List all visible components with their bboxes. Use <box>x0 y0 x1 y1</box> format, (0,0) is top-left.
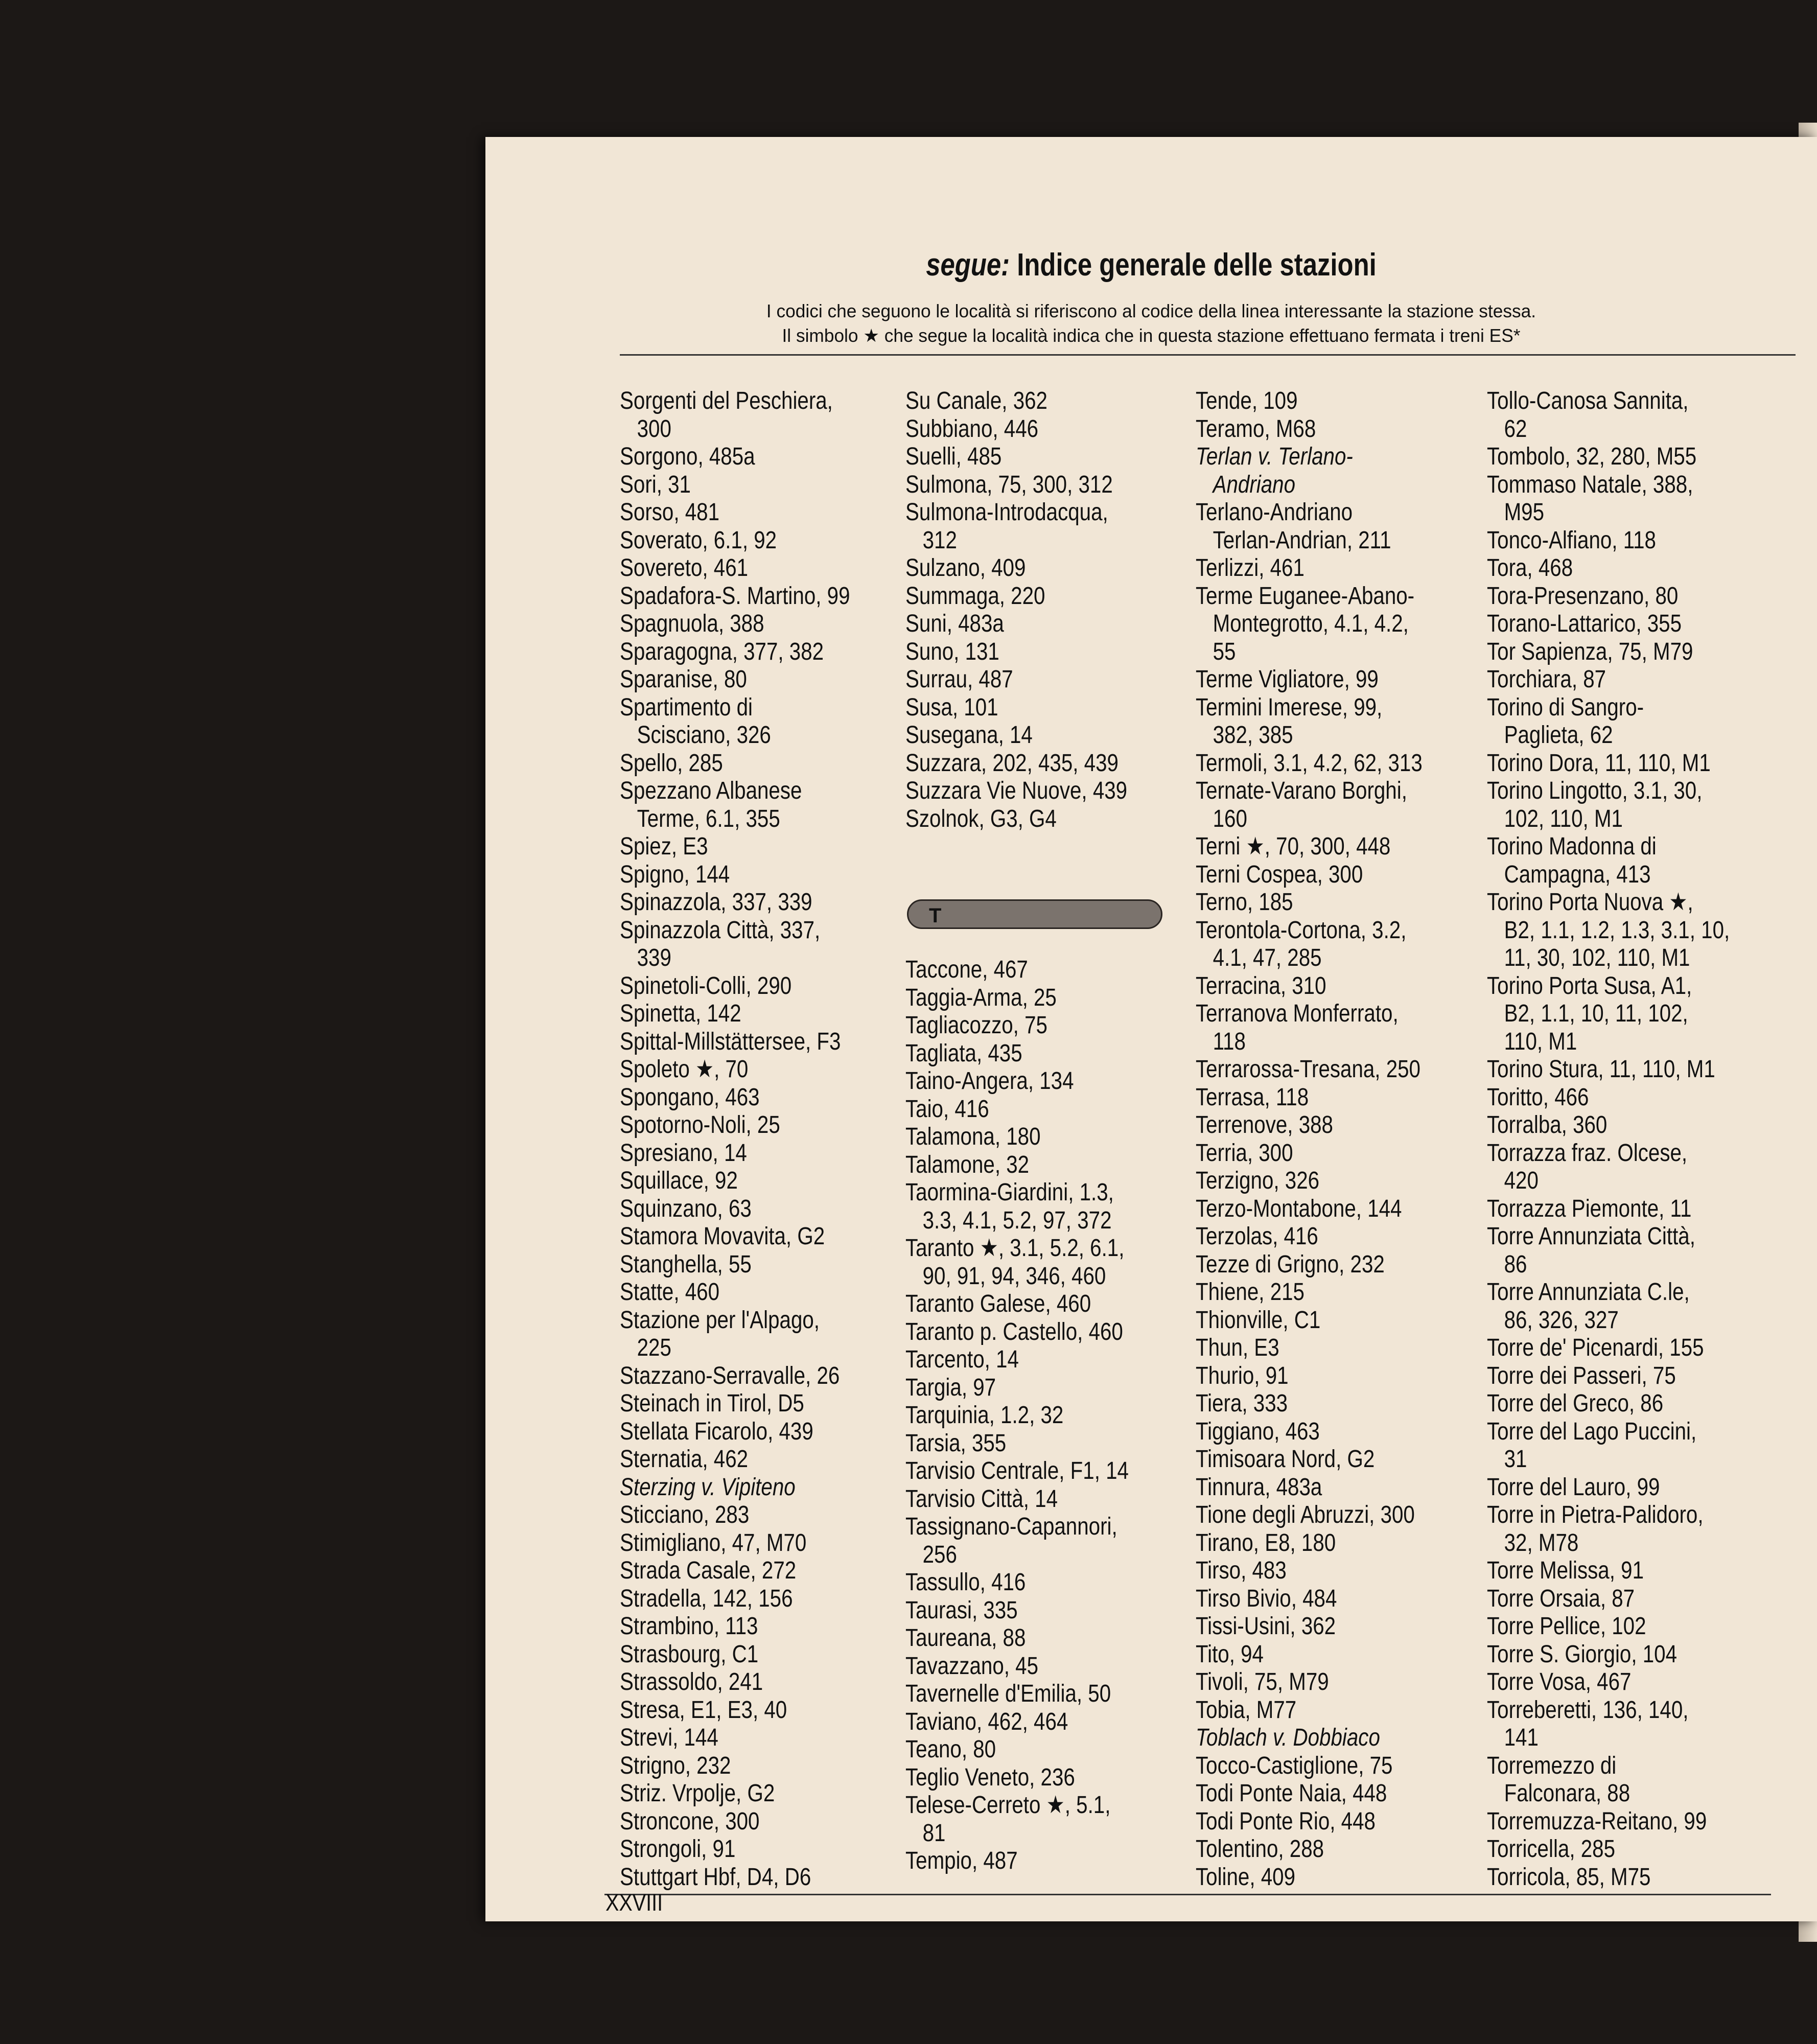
index-entry: Stimigliano, 47, M70 <box>620 1529 807 1557</box>
index-entry: Torre de' Picenardi, 155 <box>1487 1334 1704 1361</box>
index-entry: Torricella, 285 <box>1487 1836 1616 1863</box>
index-entry: Torre del Lauro, 99 <box>1487 1473 1660 1501</box>
index-entry: 118 <box>1213 1028 1246 1055</box>
index-entry: Torino Porta Susa, A1, <box>1487 972 1692 1000</box>
index-entry: 62 <box>1504 415 1527 443</box>
index-entry: Terria, 300 <box>1196 1139 1293 1167</box>
index-entry: Spartimento di <box>620 693 753 721</box>
index-entry: Taccone, 467 <box>905 956 1028 983</box>
index-entry: Szolnok, G3, G4 <box>905 805 1057 832</box>
index-entry: 55 <box>1213 638 1236 665</box>
title-prefix: segue: <box>926 247 1010 283</box>
index-entry: Spoleto ★, 70 <box>620 1056 749 1083</box>
index-entry: Taranto p. Castello, 460 <box>905 1318 1123 1345</box>
index-entry: Suelli, 485 <box>905 443 1002 470</box>
index-entry: 141 <box>1504 1724 1539 1751</box>
index-entry: Tora, 468 <box>1487 554 1573 582</box>
index-entry: Torre Orsaia, 87 <box>1487 1585 1635 1612</box>
index-entry: Sterzing v. Vipiteno <box>620 1473 796 1501</box>
index-entry: Tonco-Alfiano, 118 <box>1487 526 1656 554</box>
index-entry: Montegrotto, 4.1, 4.2, <box>1213 610 1409 637</box>
index-entry: Spadafora-S. Martino, 99 <box>620 582 850 610</box>
index-entry: Teglio Veneto, 236 <box>905 1763 1075 1791</box>
index-entry: Strambino, 113 <box>620 1613 758 1640</box>
index-entry: Tocco-Castiglione, 75 <box>1196 1752 1393 1779</box>
index-entry: 90, 91, 94, 346, 460 <box>922 1262 1106 1290</box>
index-entry: Suni, 483a <box>905 610 1004 637</box>
index-entry: Tora-Presenzano, 80 <box>1487 582 1679 610</box>
index-entry: 86 <box>1504 1250 1527 1278</box>
index-page <box>485 137 1817 1921</box>
index-entry: Taranto Galese, 460 <box>905 1290 1091 1317</box>
page-title <box>605 247 1697 283</box>
index-entry: 160 <box>1213 805 1247 832</box>
index-entry: Stradella, 142, 156 <box>620 1585 793 1612</box>
index-entry: Teano, 80 <box>905 1736 996 1763</box>
index-entry: Spinazzola Città, 337, <box>620 916 821 944</box>
index-entry: Sticciano, 283 <box>620 1501 750 1528</box>
index-entry: 312 <box>922 526 957 554</box>
index-entry: Suzzara, 202, 435, 439 <box>905 749 1119 777</box>
index-entry: Talamone, 32 <box>905 1151 1030 1178</box>
index-entry: 31 <box>1504 1446 1527 1473</box>
index-entry: Torreberetti, 136, 140, <box>1487 1696 1689 1724</box>
index-column-3 <box>1196 387 1482 1891</box>
index-entry: 32, M78 <box>1504 1529 1579 1557</box>
index-entry: Strigno, 232 <box>620 1752 731 1779</box>
index-entry: Sovereto, 461 <box>620 554 749 582</box>
index-entry: Tarcento, 14 <box>905 1346 1019 1373</box>
index-entry: Tiggiano, 463 <box>1196 1418 1320 1445</box>
index-entry: Toritto, 466 <box>1487 1083 1589 1111</box>
index-entry: Stazzano-Serravalle, 26 <box>620 1362 840 1389</box>
index-entry: Torre Melissa, 91 <box>1487 1557 1644 1584</box>
index-entry: Sparanise, 80 <box>620 666 747 693</box>
index-entry: Terme Euganee-Abano- <box>1196 582 1415 610</box>
index-entry: Torrazza Piemonte, 11 <box>1487 1195 1692 1222</box>
index-entry: Torre del Greco, 86 <box>1487 1390 1664 1417</box>
index-entry: Sulmona, 75, 300, 312 <box>905 471 1113 498</box>
index-entry: Torino di Sangro- <box>1487 693 1644 721</box>
intro-line-1: I codici che seguono le località si riferiscono al codice della linea interessante la stazione stessa. <box>766 300 1536 321</box>
index-entry: Torino Madonna di <box>1487 833 1657 860</box>
index-entry: Targia, 97 <box>905 1374 996 1401</box>
index-entry: Timisoara Nord, G2 <box>1196 1446 1375 1473</box>
index-entry: Torre dei Passeri, 75 <box>1487 1362 1676 1389</box>
index-entry: Toblach v. Dobbiaco <box>1196 1724 1380 1751</box>
index-entry: Teramo, M68 <box>1196 415 1316 443</box>
index-entry: Tissi-Usini, 362 <box>1196 1613 1336 1640</box>
index-entry: Spagnuola, 388 <box>620 610 764 637</box>
index-entry: Tassullo, 416 <box>905 1569 1026 1596</box>
index-entry: Tirso, 483 <box>1196 1557 1287 1584</box>
index-entry: Torre Vosa, 467 <box>1487 1668 1632 1695</box>
index-entry: Spittal-Millstättersee, F3 <box>620 1028 841 1055</box>
index-entry: Tito, 94 <box>1196 1640 1264 1668</box>
index-entry: Tolentino, 288 <box>1196 1836 1324 1863</box>
index-entry: Terracina, 310 <box>1196 972 1326 1000</box>
index-entry: Tarvisio Città, 14 <box>905 1485 1058 1513</box>
index-entry: Terlan-Andrian, 211 <box>1213 526 1391 554</box>
index-entry: Terme, 6.1, 355 <box>637 805 780 832</box>
index-entry: Taranto ★, 3.1, 5.2, 6.1, <box>905 1235 1125 1262</box>
index-entry: Thurio, 91 <box>1196 1362 1289 1389</box>
index-entry: Tezze di Grigno, 232 <box>1196 1250 1385 1278</box>
index-entry: Tirso Bivio, 484 <box>1196 1585 1337 1612</box>
index-entry: Spiez, E3 <box>620 833 708 860</box>
index-entry: Torino Porta Nuova ★, <box>1487 889 1693 916</box>
index-entry: Stanghella, 55 <box>620 1250 752 1278</box>
index-entry: Andriano <box>1213 471 1295 498</box>
index-entry: Spotorno-Noli, 25 <box>620 1111 780 1139</box>
index-entry: Tende, 109 <box>1196 387 1298 414</box>
top-rule <box>620 354 1796 356</box>
index-entry: Sorso, 481 <box>620 499 720 526</box>
index-entry: Ternate-Varano Borghi, <box>1196 777 1407 804</box>
index-entry: 3.3, 4.1, 5.2, 97, 372 <box>922 1206 1112 1234</box>
index-entry: Talamona, 180 <box>905 1123 1041 1150</box>
index-column-2b <box>905 956 1192 1875</box>
index-entry: Telese-Cerreto ★, 5.1, <box>905 1792 1111 1819</box>
index-entry: Todi Ponte Rio, 448 <box>1196 1807 1376 1835</box>
index-entry: Steinach in Tirol, D5 <box>620 1390 804 1417</box>
index-entry: Torre in Pietra-Palidoro, <box>1487 1501 1704 1528</box>
index-entry: Spresiano, 14 <box>620 1139 747 1167</box>
index-entry: Campagna, 413 <box>1504 861 1651 888</box>
index-entry: Taino-Angera, 134 <box>905 1067 1074 1095</box>
index-entry: Strongoli, 91 <box>620 1836 736 1863</box>
index-entry: Terni Cospea, 300 <box>1196 861 1363 888</box>
section-letter: T <box>929 904 942 927</box>
index-entry: Tinnura, 483a <box>1196 1473 1322 1501</box>
index-entry: Tarvisio Centrale, F1, 14 <box>905 1457 1129 1484</box>
index-entry: Taio, 416 <box>905 1095 989 1123</box>
index-entry: Tarquinia, 1.2, 32 <box>905 1402 1064 1429</box>
index-entry: Torino Stura, 11, 110, M1 <box>1487 1056 1715 1083</box>
index-entry: Thionville, C1 <box>1196 1306 1321 1334</box>
index-entry: Terontola-Cortona, 3.2, <box>1196 916 1407 944</box>
index-entry: Torre del Lago Puccini, <box>1487 1418 1697 1445</box>
index-entry: Tollo-Canosa Sannita, <box>1487 387 1689 414</box>
index-entry: Termoli, 3.1, 4.2, 62, 313 <box>1196 749 1423 777</box>
index-entry: Falconara, 88 <box>1504 1780 1630 1807</box>
index-entry: Torremezzo di <box>1487 1752 1617 1779</box>
section-letter-bar <box>907 899 1162 929</box>
index-entry: Sori, 31 <box>620 471 691 498</box>
page-number: XXVIII <box>605 1889 663 1916</box>
index-entry: Tommaso Natale, 388, <box>1487 471 1693 498</box>
index-entry: Tavazzano, 45 <box>905 1652 1039 1680</box>
index-entry: Termini Imerese, 99, <box>1196 693 1383 721</box>
index-entry: Stazione per l'Alpago, <box>620 1306 820 1334</box>
index-entry: 4.1, 47, 285 <box>1213 944 1322 971</box>
index-column-1 <box>620 387 906 1891</box>
index-entry: Tagliata, 435 <box>905 1039 1022 1067</box>
index-entry: Torre S. Giorgio, 104 <box>1487 1640 1678 1668</box>
index-entry: Terzigno, 326 <box>1196 1167 1320 1194</box>
index-entry: Taormina-Giardini, 1.3, <box>905 1179 1114 1206</box>
index-entry: Soverato, 6.1, 92 <box>620 526 777 554</box>
index-entry: Torre Annunziata Città, <box>1487 1223 1695 1250</box>
index-entry: Torrazza fraz. Olcese, <box>1487 1139 1688 1167</box>
index-entry: Squillace, 92 <box>620 1167 738 1194</box>
index-entry: 300 <box>637 415 671 443</box>
index-entry: Surrau, 487 <box>905 666 1013 693</box>
index-entry: Tavernelle d'Emilia, 50 <box>905 1680 1111 1707</box>
index-entry: 110, M1 <box>1504 1028 1577 1055</box>
index-entry: Sulzano, 409 <box>905 554 1026 582</box>
index-entry: 382, 385 <box>1213 722 1293 749</box>
index-entry: Stellata Ficarolo, 439 <box>620 1418 813 1445</box>
index-entry: Susa, 101 <box>905 693 998 721</box>
index-entry: Paglieta, 62 <box>1504 722 1613 749</box>
index-entry: Taurasi, 335 <box>905 1596 1018 1624</box>
index-entry: B2, 1.1, 1.2, 1.3, 3.1, 10, <box>1504 916 1730 944</box>
index-entry: Torricola, 85, M75 <box>1487 1863 1651 1891</box>
index-entry: Sparagogna, 377, 382 <box>620 638 824 665</box>
intro-line-2: Il simbolo ★ che segue la località indica che in questa stazione effettuano fermata i treni ES* <box>782 325 1521 346</box>
index-entry: Taviano, 462, 464 <box>905 1708 1068 1735</box>
index-entry: Spinetoli-Colli, 290 <box>620 972 792 1000</box>
index-entry: B2, 1.1, 10, 11, 102, <box>1504 1000 1688 1027</box>
index-entry: Sternatia, 462 <box>620 1446 749 1473</box>
index-entry: Todi Ponte Naia, 448 <box>1196 1780 1387 1807</box>
index-entry: Stresa, E1, E3, 40 <box>620 1696 787 1724</box>
index-entry: Statte, 460 <box>620 1279 720 1306</box>
index-entry: 256 <box>922 1541 957 1568</box>
index-entry: 420 <box>1504 1167 1539 1194</box>
index-entry: Tirano, E8, 180 <box>1196 1529 1336 1557</box>
bottom-rule <box>604 1894 1771 1895</box>
index-entry: Su Canale, 362 <box>905 387 1047 414</box>
index-entry: Subbiano, 446 <box>905 415 1039 443</box>
index-entry: Sorgenti del Peschiera, <box>620 387 833 414</box>
index-entry: Terlan v. Terlano- <box>1196 443 1353 470</box>
index-entry: Terno, 185 <box>1196 889 1293 916</box>
index-entry: Strasbourg, C1 <box>620 1640 759 1668</box>
index-entry: Striz. Vrpolje, G2 <box>620 1780 775 1807</box>
index-entry: Taureana, 88 <box>905 1624 1026 1652</box>
title-text: Indice generale delle stazioni <box>1017 247 1377 283</box>
index-entry: Spello, 285 <box>620 749 723 777</box>
index-entry: Torino Dora, 11, 110, M1 <box>1487 749 1711 777</box>
index-entry: Terzolas, 416 <box>1196 1223 1318 1250</box>
index-entry: Tarsia, 355 <box>905 1429 1007 1457</box>
index-entry: Summaga, 220 <box>905 582 1045 610</box>
index-entry: 86, 326, 327 <box>1504 1306 1619 1334</box>
index-entry: Tempio, 487 <box>905 1847 1018 1874</box>
index-entry: Torremuzza-Reitano, 99 <box>1487 1807 1707 1835</box>
index-entry: Torchiara, 87 <box>1487 666 1606 693</box>
index-entry: Tione degli Abruzzi, 300 <box>1196 1501 1415 1528</box>
index-entry: Spinazzola, 337, 339 <box>620 889 812 916</box>
index-entry: 225 <box>637 1334 671 1361</box>
index-column-4 <box>1487 387 1773 1891</box>
index-entry: M95 <box>1504 499 1545 526</box>
index-entry: Terrasa, 118 <box>1196 1083 1309 1111</box>
index-column-2a <box>905 387 1192 833</box>
index-entry: Spongano, 463 <box>620 1083 760 1111</box>
index-entry: Stamora Movavita, G2 <box>620 1223 825 1250</box>
index-entry: Torino Lingotto, 3.1, 30, <box>1487 777 1703 804</box>
index-entry: Torano-Lattarico, 355 <box>1487 610 1682 637</box>
index-entry: Terranova Monferrato, <box>1196 1000 1399 1027</box>
index-entry: Terni ★, 70, 300, 448 <box>1196 833 1391 860</box>
index-entry: Tor Sapienza, 75, M79 <box>1487 638 1693 665</box>
index-entry: 339 <box>637 944 671 971</box>
index-entry: Taggia-Arma, 25 <box>905 984 1057 1011</box>
index-entry: Torralba, 360 <box>1487 1111 1608 1139</box>
index-entry: Thiene, 215 <box>1196 1279 1304 1306</box>
index-entry: Tombolo, 32, 280, M55 <box>1487 443 1697 470</box>
index-entry: Squinzano, 63 <box>620 1195 752 1222</box>
index-entry: 102, 110, M1 <box>1504 805 1623 832</box>
index-entry: Tivoli, 75, M79 <box>1196 1668 1329 1695</box>
index-entry: Toline, 409 <box>1196 1863 1296 1891</box>
index-entry: Terlizzi, 461 <box>1196 554 1304 582</box>
index-entry: Spigno, 144 <box>620 861 730 888</box>
index-entry: Suzzara Vie Nuove, 439 <box>905 777 1128 804</box>
index-entry: Strada Casale, 272 <box>620 1557 797 1584</box>
index-entry: Spezzano Albanese <box>620 777 802 804</box>
index-entry: 81 <box>922 1819 946 1847</box>
index-entry: Terme Vigliatore, 99 <box>1196 666 1379 693</box>
index-entry: Stroncone, 300 <box>620 1807 760 1835</box>
index-entry: Tassignano-Capannori, <box>905 1513 1117 1540</box>
index-entry: 11, 30, 102, 110, M1 <box>1504 944 1690 971</box>
index-entry: Tobia, M77 <box>1196 1696 1297 1724</box>
index-entry: Sorgono, 485a <box>620 443 755 470</box>
index-entry: Thun, E3 <box>1196 1334 1279 1361</box>
index-entry: Susegana, 14 <box>905 722 1033 749</box>
index-entry: Terlano-Andriano <box>1196 499 1353 526</box>
index-entry: Strevi, 144 <box>620 1724 718 1751</box>
index-entry: Torre Pellice, 102 <box>1487 1613 1646 1640</box>
index-entry: Sulmona-Introdacqua, <box>905 499 1108 526</box>
index-entry: Terzo-Montabone, 144 <box>1196 1195 1402 1222</box>
index-entry: Strassoldo, 241 <box>620 1668 763 1695</box>
index-entry: Torre Annunziata C.le, <box>1487 1279 1690 1306</box>
index-entry: Scisciano, 326 <box>637 722 771 749</box>
index-entry: Terrarossa-Tresana, 250 <box>1196 1056 1420 1083</box>
index-entry: Tiera, 333 <box>1196 1390 1288 1417</box>
index-entry: Tagliacozzo, 75 <box>905 1012 1047 1039</box>
index-entry: Suno, 131 <box>905 638 999 665</box>
index-entry: Terrenove, 388 <box>1196 1111 1333 1139</box>
index-entry: Stuttgart Hbf, D4, D6 <box>620 1863 811 1891</box>
index-entry: Spinetta, 142 <box>620 1000 741 1027</box>
